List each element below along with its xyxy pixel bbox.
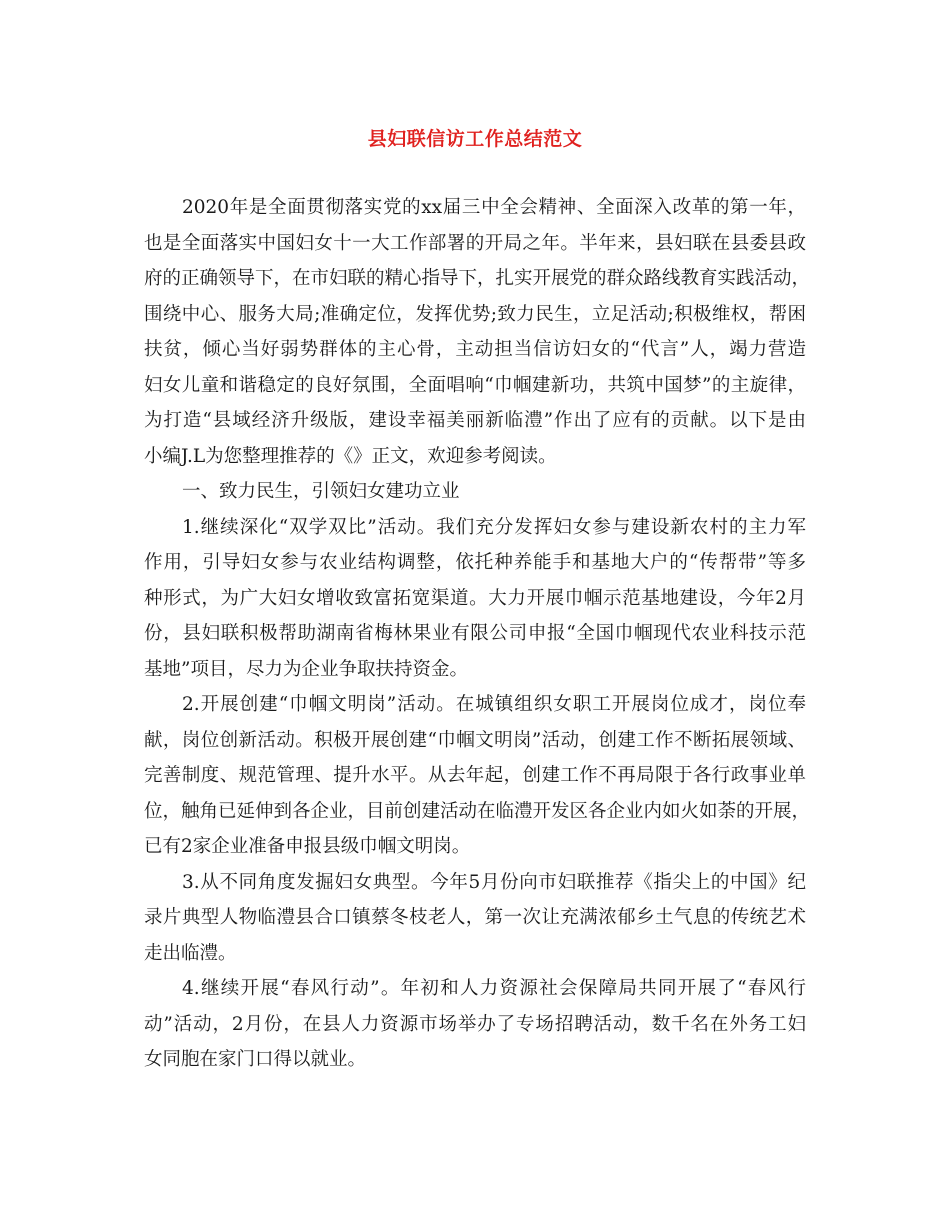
text-line: 也是全面落实中国妇女十一大工作部署的开局之年。半年来，县妇联在县委县政: [144, 232, 806, 254]
text-line: 2020年是全面贯彻落实党的xx届三中全会精神、全面深入改革的第一年，: [182, 197, 806, 218]
text-line: 扶贫，倾心当好弱势群体的主心骨，主动担当信访妇女的“代言”人，竭力营造: [144, 339, 806, 360]
text-line: 位，触角已延伸到各企业，目前创建活动在临澧开发区各企业内如火如荼的开展，: [144, 800, 811, 822]
text-line: 已有2家企业准备申报县级巾帼文明岗。: [144, 836, 471, 857]
text-line: 围绕中心、服务大局;准确定位，发挥优势;致力民生，立足活动;积极维权，帮困: [144, 303, 806, 325]
text-line: 动”活动，2月份，在县人力资源市场举办了专场招聘活动，数千名在外务工妇: [144, 1013, 806, 1035]
text-line: 2.开展创建“巾帼文明岗”活动。在城镇组织女职工开展岗位成才，岗位奉: [182, 694, 806, 715]
text-line: 女同胞在家门口得以就业。: [144, 1049, 367, 1070]
text-line: 基地”项目，尽力为企业争取扶持资金。: [144, 658, 468, 680]
document-title: 县妇联信访工作总结范文: [367, 128, 583, 150]
text-line: 走出临澧。: [144, 942, 237, 964]
text-line: 一、致力民生，引领妇女建功立业: [182, 481, 460, 502]
text-line: 作用，引导妇女参与农业结构调整，依托种养能手和基地大户的“传帮带”等多: [144, 552, 806, 573]
text-line: 录片典型人物临澧县合口镇蔡冬枝老人，第一次让充满浓郁乡土气息的传统艺术: [144, 907, 806, 928]
text-line: 献，岗位创新活动。积极开展创建“巾帼文明岗”活动，创建工作不断拓展领域、: [144, 729, 806, 751]
text-line: 1.继续深化“双学双比”活动。我们充分发挥妇女参与建设新农村的主力军: [182, 516, 806, 538]
text-line: 妇女儿童和谐稳定的良好氛围，全面唱响“巾帼建新功，共筑中国梦”的主旋律，: [144, 374, 806, 396]
text-line: 完善制度、规范管理、提升水平。从去年起，创建工作不再局限于各行政事业单: [144, 765, 806, 786]
text-line: 府的正确领导下，在市妇联的精心指导下，扎实开展党的群众路线教育实践活动，: [144, 268, 811, 289]
text-line: 小编J.L为您整理推荐的《》正文，欢迎参考阅读。: [144, 445, 557, 467]
text-line: 种形式，为广大妇女增收致富拓宽渠道。大力开展巾帼示范基地建设，今年2月: [144, 587, 806, 609]
text-line: 为打造“县域经济升级版，建设幸福美丽新临澧”作出了应有的贡献。以下是由: [144, 410, 806, 431]
document-body: [144, 190, 811, 1078]
text-line: 4.继续开展“春风行动”。年初和人力资源社会保障局共同开展了“春风行: [182, 978, 806, 999]
text-line: 份，县妇联积极帮助湖南省梅林果业有限公司申报“全国巾帼现代农业科技示范: [144, 623, 806, 644]
text-line: 3.从不同角度发掘妇女典型。今年5月份向市妇联推荐《指尖上的中国》纪: [182, 871, 806, 893]
